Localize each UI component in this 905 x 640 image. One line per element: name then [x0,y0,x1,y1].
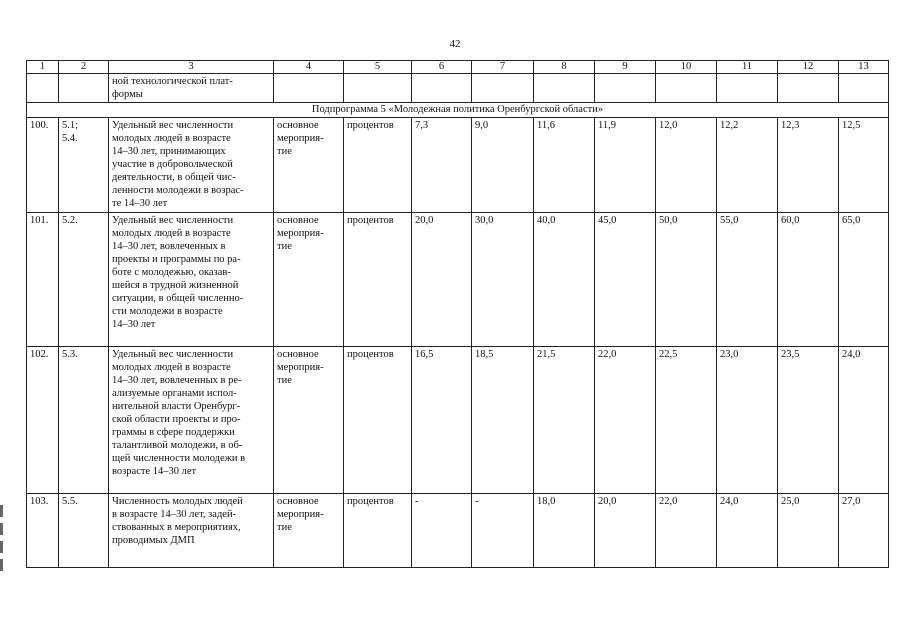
column-header: 9 [595,61,656,74]
row-code: 5.2. [59,213,109,347]
column-header: 8 [534,61,595,74]
column-header: 2 [59,61,109,74]
row-unit: процентов [344,494,412,568]
row-value: 50,0 [656,213,717,347]
row-value: 45,0 [595,213,656,347]
column-header: 12 [778,61,839,74]
row-number: 103. [27,494,59,568]
row-value: 55,0 [717,213,778,347]
row-value: 11,9 [595,118,656,213]
row-number: 102. [27,347,59,494]
row-value: 21,5 [534,347,595,494]
row-type: основное мероприя- тие [274,213,344,347]
column-header: 11 [717,61,778,74]
row-unit: процентов [344,213,412,347]
row-value: - [472,494,534,568]
row-number: 101. [27,213,59,347]
row-value: 7,3 [412,118,472,213]
row-value: 24,0 [839,347,889,494]
row-description: Удельный вес численности молодых людей в возрасте 14–30 лет, принимающих участие в добровольческой деятельности, в общей чис- ленности молодежи в возрас- те 14–30 лет [109,118,274,213]
continuation-text: ной технологической плат- формы [109,74,274,103]
scan-edge-marks [0,505,4,585]
row-type: основное мероприя- тие [274,347,344,494]
row-value: 12,5 [839,118,889,213]
row-number: 100. [27,118,59,213]
row-value: - [412,494,472,568]
row-value: 30,0 [472,213,534,347]
column-header: 7 [472,61,534,74]
row-value: 24,0 [717,494,778,568]
row-value: 11,6 [534,118,595,213]
row-value: 16,5 [412,347,472,494]
page-number: 42 [449,38,461,50]
row-value: 12,2 [717,118,778,213]
row-value: 20,0 [412,213,472,347]
row-type: основное мероприя- тие [274,118,344,213]
table-row [27,494,889,568]
row-value: 22,0 [595,347,656,494]
column-header: 10 [656,61,717,74]
table-row [27,213,889,347]
row-value: 23,5 [778,347,839,494]
section-title-row [27,103,889,118]
column-header: 13 [839,61,889,74]
table-row [27,118,889,213]
row-value: 40,0 [534,213,595,347]
row-value: 60,0 [778,213,839,347]
row-type: основное мероприя- тие [274,494,344,568]
table-row [27,347,889,494]
column-header: 3 [109,61,274,74]
continuation-row [27,74,889,103]
row-value: 18,0 [534,494,595,568]
row-code: 5.1; 5.4. [59,118,109,213]
row-unit: процентов [344,118,412,213]
row-code: 5.5. [59,494,109,568]
row-value: 20,0 [595,494,656,568]
column-header: 1 [27,61,59,74]
row-value: 12,3 [778,118,839,213]
row-value: 12,0 [656,118,717,213]
row-value: 65,0 [839,213,889,347]
row-value: 22,0 [656,494,717,568]
row-value: 27,0 [839,494,889,568]
table-header-row [27,61,889,74]
row-description: Численность молодых людей в возрасте 14–30 лет, задей- ствованных в мероприятиях, проводимых ДМП [109,494,274,568]
column-header: 4 [274,61,344,74]
row-value: 23,0 [717,347,778,494]
column-header: 6 [412,61,472,74]
row-value: 22,5 [656,347,717,494]
column-header: 5 [344,61,412,74]
row-description: Удельный вес численности молодых людей в возрасте 14–30 лет, вовлеченных в ре- ализуемые органами испол- нительной власти Оренбург- ской области проекты и про- граммы в сфере поддержки талантливой молодежи, в об- щей численности молодежи в возрасте 14–30 лет [109,347,274,494]
row-unit: процентов [344,347,412,494]
section-title: Подпрограмма 5 «Молодежная политика Оренбургской области» [27,103,889,118]
row-description: Удельный вес численности молодых людей в возрасте 14–30 лет, вовлеченных в проекты и программы по ра- боте с молодежью, оказав- шейся в трудной жизненной ситуации, в общей численно- сти молодежи в возрасте 14–30 лет [109,213,274,347]
row-value: 18,5 [472,347,534,494]
row-value: 9,0 [472,118,534,213]
row-value: 25,0 [778,494,839,568]
row-code: 5.3. [59,347,109,494]
indicators-table [26,60,889,568]
